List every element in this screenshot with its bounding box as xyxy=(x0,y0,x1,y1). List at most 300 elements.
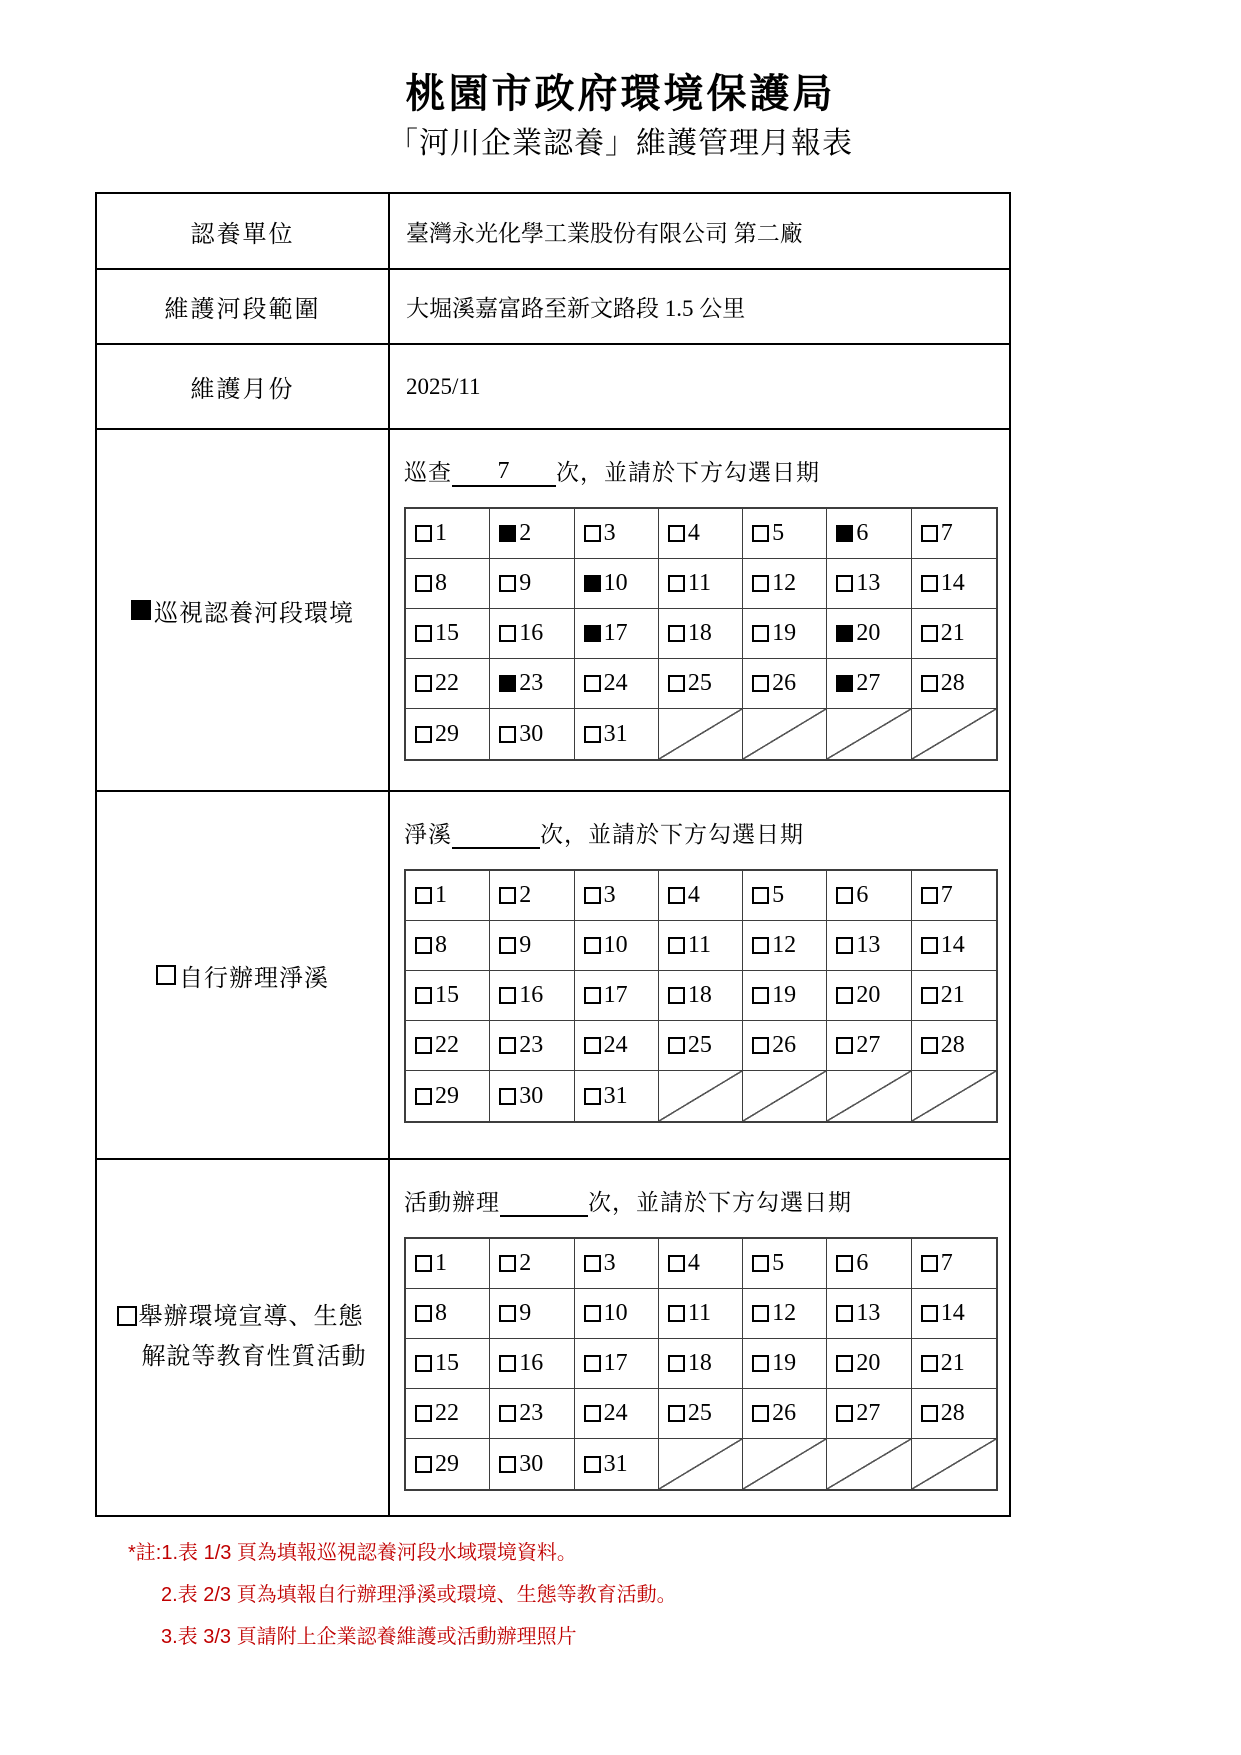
day-number: 23 xyxy=(519,670,544,696)
calendar-day-cell xyxy=(490,1389,574,1439)
day-number: 18 xyxy=(687,620,712,646)
day-checkbox[interactable] xyxy=(668,1305,685,1322)
day-number: 18 xyxy=(687,1350,712,1376)
calendar-day-cell xyxy=(743,509,827,559)
day-number: 20 xyxy=(856,982,881,1008)
day-number: 3 xyxy=(603,520,616,546)
day-number: 27 xyxy=(856,1400,881,1426)
day-number: 10 xyxy=(603,1300,628,1326)
day-checkbox[interactable] xyxy=(752,887,769,904)
day-checkbox[interactable] xyxy=(668,1405,685,1422)
day-checkbox-checked[interactable] xyxy=(584,575,601,592)
calendar-day-cell xyxy=(406,1389,490,1439)
page-subtitle: 「河川企業認養」維護管理月報表 xyxy=(388,127,853,160)
day-checkbox[interactable] xyxy=(668,937,685,954)
day-checkbox[interactable] xyxy=(752,1305,769,1322)
calendar-day-cell xyxy=(827,1021,911,1071)
calendar-day-cell xyxy=(827,971,911,1021)
calendar-day-cell xyxy=(659,1289,743,1339)
day-number: 11 xyxy=(687,570,711,596)
day-checkbox[interactable] xyxy=(415,1088,432,1105)
activity-count-field[interactable] xyxy=(500,1191,588,1217)
day-checkbox[interactable] xyxy=(836,887,853,904)
day-number: 19 xyxy=(772,982,797,1008)
day-number: 8 xyxy=(435,570,447,596)
day-number: 13 xyxy=(856,570,881,596)
day-checkbox[interactable] xyxy=(921,987,938,1004)
empty-diagonal-cell xyxy=(912,1071,996,1121)
calendar-day-cell xyxy=(743,609,827,659)
calendar-day-cell xyxy=(406,871,490,921)
cleanup-count-field[interactable] xyxy=(452,823,540,849)
calendar-day-cell xyxy=(659,971,743,1021)
day-number: 16 xyxy=(519,982,544,1008)
patrol-checkbox-checked[interactable] xyxy=(131,600,151,620)
day-checkbox[interactable] xyxy=(584,675,601,692)
day-number: 8 xyxy=(435,1300,447,1326)
day-checkbox[interactable] xyxy=(921,525,938,542)
calendar-day-cell xyxy=(912,509,996,559)
calendar-day-cell xyxy=(575,1071,659,1121)
day-number: 20 xyxy=(856,1350,881,1376)
day-number: 8 xyxy=(435,932,447,958)
calendar-day-cell xyxy=(490,1071,574,1121)
day-checkbox[interactable] xyxy=(668,675,685,692)
day-number: 22 xyxy=(435,1400,459,1426)
day-number: 22 xyxy=(435,1032,459,1058)
calendar-day-cell xyxy=(575,559,659,609)
calendar-day-cell xyxy=(406,921,490,971)
day-number: 7 xyxy=(940,520,953,546)
day-checkbox[interactable] xyxy=(499,726,516,743)
day-checkbox[interactable] xyxy=(415,1456,432,1473)
calendar-day-cell xyxy=(659,1021,743,1071)
empty-diagonal-cell xyxy=(827,1439,911,1489)
calendar-day-cell xyxy=(912,1289,996,1339)
empty-diagonal-cell xyxy=(827,709,911,759)
calendar-day-cell xyxy=(827,609,911,659)
calendar-day-cell xyxy=(912,1239,996,1289)
cleanup-count-prefix: 淨溪 xyxy=(404,822,452,847)
calendar-day-cell xyxy=(406,659,490,709)
calendar-day-cell xyxy=(406,1071,490,1121)
calendar-day-cell xyxy=(406,1239,490,1289)
calendar-day-cell xyxy=(490,659,574,709)
calendar-day-cell xyxy=(575,659,659,709)
empty-diagonal-cell xyxy=(743,1071,827,1121)
day-checkbox[interactable] xyxy=(752,575,769,592)
day-checkbox[interactable] xyxy=(499,987,516,1004)
page-title: 桃園市政府環境保護局 xyxy=(405,71,836,116)
day-checkbox[interactable] xyxy=(584,887,601,904)
day-checkbox-checked[interactable] xyxy=(499,525,516,542)
day-number: 17 xyxy=(603,1350,628,1376)
calendar-day-cell xyxy=(490,921,574,971)
day-checkbox[interactable] xyxy=(415,675,432,692)
empty-diagonal-cell xyxy=(659,1071,743,1121)
calendar-day-cell xyxy=(827,1239,911,1289)
footnote-2: 2.表 2/3 頁為填報自行辦理淨溪或環境、生態等教育活動。 xyxy=(161,1584,677,1606)
day-number: 5 xyxy=(772,882,785,908)
day-number: 24 xyxy=(603,1400,628,1426)
day-checkbox[interactable] xyxy=(584,525,601,542)
day-number: 3 xyxy=(603,1250,616,1276)
day-number: 24 xyxy=(603,670,628,696)
calendar-day-cell xyxy=(743,1389,827,1439)
day-number: 10 xyxy=(603,932,628,958)
calendar-day-cell xyxy=(743,1239,827,1289)
calendar-day-cell xyxy=(827,1389,911,1439)
day-checkbox[interactable] xyxy=(752,1355,769,1372)
day-checkbox[interactable] xyxy=(668,575,685,592)
day-number: 1 xyxy=(435,520,447,546)
calendar-day-cell xyxy=(406,1021,490,1071)
activity-calendar xyxy=(404,1237,998,1491)
footnotes xyxy=(128,1532,677,1658)
section-education-activity xyxy=(97,1160,1009,1515)
day-checkbox[interactable] xyxy=(668,1255,685,1272)
day-number: 29 xyxy=(435,720,459,747)
day-checkbox[interactable] xyxy=(921,625,938,642)
day-checkbox[interactable] xyxy=(415,1037,432,1054)
day-number: 23 xyxy=(519,1032,544,1058)
day-number: 29 xyxy=(435,1450,459,1477)
day-checkbox[interactable] xyxy=(499,1255,516,1272)
day-checkbox[interactable] xyxy=(499,937,516,954)
day-number: 9 xyxy=(519,932,532,958)
calendar-day-cell xyxy=(490,1021,574,1071)
day-checkbox[interactable] xyxy=(415,987,432,1004)
day-number: 1 xyxy=(435,1250,447,1276)
day-number: 13 xyxy=(856,932,881,958)
day-number: 28 xyxy=(940,670,965,696)
day-checkbox[interactable] xyxy=(499,575,516,592)
day-number: 30 xyxy=(519,1450,544,1477)
calendar-day-cell xyxy=(575,1021,659,1071)
day-checkbox[interactable] xyxy=(836,1037,853,1054)
day-number: 14 xyxy=(940,932,965,958)
day-checkbox[interactable] xyxy=(668,1355,685,1372)
day-checkbox[interactable] xyxy=(752,1037,769,1054)
day-checkbox[interactable] xyxy=(668,1037,685,1054)
calendar-day-cell xyxy=(827,559,911,609)
calendar-day-cell xyxy=(743,1021,827,1071)
cleanup-calendar xyxy=(404,869,998,1123)
day-checkbox[interactable] xyxy=(584,1456,601,1473)
calendar-day-cell xyxy=(827,659,911,709)
day-checkbox[interactable] xyxy=(499,625,516,642)
day-number: 16 xyxy=(519,1350,544,1376)
day-checkbox[interactable] xyxy=(415,525,432,542)
day-number: 14 xyxy=(940,1300,965,1326)
empty-diagonal-cell xyxy=(659,709,743,759)
calendar-day-cell xyxy=(575,509,659,559)
calendar-day-cell xyxy=(659,921,743,971)
section-patrol xyxy=(97,430,1009,792)
calendar-day-cell xyxy=(659,509,743,559)
day-number: 27 xyxy=(856,1032,881,1058)
day-checkbox[interactable] xyxy=(921,1037,938,1054)
empty-diagonal-cell xyxy=(827,1071,911,1121)
day-checkbox-checked[interactable] xyxy=(499,675,516,692)
day-checkbox[interactable] xyxy=(836,937,853,954)
day-number: 15 xyxy=(435,982,459,1008)
calendar-day-cell xyxy=(659,1389,743,1439)
day-checkbox[interactable] xyxy=(415,1255,432,1272)
day-checkbox[interactable] xyxy=(668,987,685,1004)
day-checkbox[interactable] xyxy=(836,987,853,1004)
day-number: 18 xyxy=(687,982,712,1008)
empty-diagonal-cell xyxy=(659,1439,743,1489)
day-checkbox[interactable] xyxy=(415,726,432,743)
empty-diagonal-cell xyxy=(912,709,996,759)
calendar-day-cell xyxy=(575,1389,659,1439)
day-number: 13 xyxy=(856,1300,881,1326)
calendar-day-cell xyxy=(827,871,911,921)
day-checkbox[interactable] xyxy=(499,887,516,904)
calendar-day-cell xyxy=(490,971,574,1021)
calendar-day-cell xyxy=(575,921,659,971)
day-number: 2 xyxy=(519,520,532,546)
day-number: 30 xyxy=(519,720,544,747)
day-checkbox[interactable] xyxy=(584,1405,601,1422)
day-checkbox[interactable] xyxy=(415,1355,432,1372)
calendar-day-cell xyxy=(659,559,743,609)
cleanup-label-text: 自行辦理淨溪 xyxy=(179,965,329,992)
day-checkbox[interactable] xyxy=(752,1405,769,1422)
cleanup-section-label xyxy=(156,958,329,993)
row-river-section xyxy=(97,270,1009,345)
day-checkbox[interactable] xyxy=(415,887,432,904)
day-number: 9 xyxy=(519,570,532,596)
calendar-day-cell xyxy=(912,971,996,1021)
calendar-day-cell xyxy=(912,659,996,709)
day-number: 17 xyxy=(603,982,628,1008)
day-checkbox[interactable] xyxy=(584,937,601,954)
day-checkbox[interactable] xyxy=(752,525,769,542)
patrol-label-text: 巡視認養河段環境 xyxy=(154,600,354,627)
day-checkbox[interactable] xyxy=(836,575,853,592)
maintenance-month-label: 維護月份 xyxy=(97,345,390,428)
footnote-1: *註:1.表 1/3 頁為填報巡視認養河段水域環境資料。 xyxy=(128,1542,577,1564)
calendar-day-cell xyxy=(743,871,827,921)
calendar-day-cell xyxy=(490,509,574,559)
day-checkbox-checked[interactable] xyxy=(836,525,853,542)
calendar-day-cell xyxy=(406,709,490,759)
day-number: 31 xyxy=(603,1082,628,1109)
patrol-count-line xyxy=(404,454,1009,487)
day-checkbox[interactable] xyxy=(921,575,938,592)
day-checkbox[interactable] xyxy=(921,1255,938,1272)
day-number: 21 xyxy=(940,1350,965,1376)
patrol-count-suffix: 次，並請於下方勾選日期 xyxy=(556,460,820,485)
day-checkbox[interactable] xyxy=(752,987,769,1004)
calendar-day-cell xyxy=(743,1339,827,1389)
calendar-day-cell xyxy=(490,1239,574,1289)
calendar-day-cell xyxy=(827,1289,911,1339)
calendar-day-cell xyxy=(575,1339,659,1389)
activity-count-prefix: 活動辦理 xyxy=(404,1190,500,1215)
calendar-day-cell xyxy=(575,709,659,759)
activity-count-suffix: 次，並請於下方勾選日期 xyxy=(588,1190,852,1215)
cleanup-count-line xyxy=(404,816,1009,849)
section-cleanup xyxy=(97,792,1009,1160)
day-number: 25 xyxy=(687,1400,712,1426)
day-number: 27 xyxy=(856,670,881,696)
calendar-day-cell xyxy=(912,559,996,609)
row-adopting-unit xyxy=(97,194,1009,270)
day-checkbox[interactable] xyxy=(921,1305,938,1322)
calendar-day-cell xyxy=(575,609,659,659)
day-checkbox[interactable] xyxy=(499,1037,516,1054)
day-number: 6 xyxy=(856,520,869,546)
river-section-label: 維護河段範圍 xyxy=(97,270,390,343)
day-number: 10 xyxy=(603,570,628,596)
calendar-day-cell xyxy=(827,921,911,971)
day-checkbox[interactable] xyxy=(921,937,938,954)
day-checkbox[interactable] xyxy=(921,1405,938,1422)
day-number: 2 xyxy=(519,1250,532,1276)
day-checkbox[interactable] xyxy=(584,1088,601,1105)
calendar-day-cell xyxy=(912,1389,996,1439)
day-number: 12 xyxy=(772,570,797,596)
day-checkbox[interactable] xyxy=(584,1255,601,1272)
day-number: 2 xyxy=(519,882,532,908)
day-number: 16 xyxy=(519,620,544,646)
day-number: 26 xyxy=(772,1400,797,1426)
day-checkbox[interactable] xyxy=(921,887,938,904)
day-checkbox-checked[interactable] xyxy=(836,675,853,692)
activity-checkbox[interactable] xyxy=(117,1306,137,1326)
calendar-day-cell xyxy=(912,609,996,659)
day-number: 31 xyxy=(603,720,628,747)
empty-diagonal-cell xyxy=(912,1439,996,1489)
day-checkbox[interactable] xyxy=(584,987,601,1004)
day-checkbox[interactable] xyxy=(499,1355,516,1372)
day-number: 15 xyxy=(435,620,459,646)
day-checkbox[interactable] xyxy=(499,1456,516,1473)
day-number: 17 xyxy=(603,620,628,646)
day-number: 24 xyxy=(603,1032,628,1058)
day-number: 21 xyxy=(940,982,965,1008)
day-number: 11 xyxy=(687,932,711,958)
calendar-day-cell xyxy=(659,1339,743,1389)
calendar-day-cell xyxy=(406,1339,490,1389)
day-number: 5 xyxy=(772,1250,785,1276)
calendar-day-cell xyxy=(912,1339,996,1389)
calendar-day-cell xyxy=(743,921,827,971)
day-checkbox[interactable] xyxy=(921,675,938,692)
calendar-day-cell xyxy=(575,871,659,921)
day-number: 3 xyxy=(603,882,616,908)
calendar-day-cell xyxy=(912,1021,996,1071)
patrol-calendar xyxy=(404,507,998,761)
day-checkbox[interactable] xyxy=(668,525,685,542)
day-checkbox[interactable] xyxy=(836,1255,853,1272)
cleanup-checkbox[interactable] xyxy=(156,965,176,985)
day-checkbox[interactable] xyxy=(415,575,432,592)
calendar-day-cell xyxy=(490,709,574,759)
day-checkbox[interactable] xyxy=(921,1355,938,1372)
calendar-day-cell xyxy=(575,1239,659,1289)
calendar-day-cell xyxy=(406,509,490,559)
day-checkbox-checked[interactable] xyxy=(584,625,601,642)
calendar-day-cell xyxy=(575,1439,659,1489)
day-checkbox[interactable] xyxy=(584,726,601,743)
report-table xyxy=(95,192,1011,1517)
day-number: 28 xyxy=(940,1400,965,1426)
calendar-day-cell xyxy=(912,871,996,921)
calendar-day-cell xyxy=(659,659,743,709)
patrol-count-field[interactable]: 7 xyxy=(452,458,556,487)
calendar-day-cell xyxy=(575,971,659,1021)
day-checkbox[interactable] xyxy=(584,1305,601,1322)
day-checkbox[interactable] xyxy=(584,1355,601,1372)
day-checkbox[interactable] xyxy=(415,1305,432,1322)
calendar-day-cell xyxy=(406,1289,490,1339)
empty-diagonal-cell xyxy=(743,709,827,759)
calendar-day-cell xyxy=(490,1339,574,1389)
calendar-day-cell xyxy=(743,659,827,709)
day-checkbox[interactable] xyxy=(836,1355,853,1372)
adopting-unit-label: 認養單位 xyxy=(97,194,390,268)
row-maintenance-month xyxy=(97,345,1009,430)
day-number: 22 xyxy=(435,670,459,696)
patrol-section-label xyxy=(131,593,354,628)
day-checkbox[interactable] xyxy=(415,1405,432,1422)
day-number: 4 xyxy=(687,882,700,908)
day-number: 28 xyxy=(940,1032,965,1058)
day-checkbox[interactable] xyxy=(499,1305,516,1322)
day-checkbox[interactable] xyxy=(752,625,769,642)
cleanup-count-suffix: 次，並請於下方勾選日期 xyxy=(540,822,804,847)
calendar-day-cell xyxy=(827,1339,911,1389)
day-checkbox[interactable] xyxy=(752,1255,769,1272)
day-number: 12 xyxy=(772,1300,797,1326)
day-checkbox[interactable] xyxy=(752,937,769,954)
day-checkbox[interactable] xyxy=(499,1088,516,1105)
day-number: 12 xyxy=(772,932,797,958)
day-checkbox[interactable] xyxy=(499,1405,516,1422)
day-number: 4 xyxy=(687,520,700,546)
day-checkbox[interactable] xyxy=(752,675,769,692)
day-checkbox[interactable] xyxy=(584,1037,601,1054)
day-checkbox[interactable] xyxy=(836,1305,853,1322)
day-checkbox[interactable] xyxy=(836,1405,853,1422)
empty-diagonal-cell xyxy=(743,1439,827,1489)
patrol-count-prefix: 巡查 xyxy=(404,460,452,485)
day-number: 19 xyxy=(772,1350,797,1376)
calendar-day-cell xyxy=(490,609,574,659)
day-checkbox-checked[interactable] xyxy=(836,625,853,642)
calendar-day-cell xyxy=(743,1289,827,1339)
calendar-day-cell xyxy=(659,871,743,921)
calendar-day-cell xyxy=(406,971,490,1021)
day-number: 1 xyxy=(435,882,447,908)
day-checkbox[interactable] xyxy=(415,937,432,954)
calendar-day-cell xyxy=(575,1289,659,1339)
calendar-day-cell xyxy=(743,971,827,1021)
day-checkbox[interactable] xyxy=(668,887,685,904)
day-number: 6 xyxy=(856,1250,869,1276)
calendar-day-cell xyxy=(406,559,490,609)
activity-label-text: 舉辦環境宣導、生態解說等教育性質活動 xyxy=(138,1303,367,1370)
day-number: 14 xyxy=(940,570,965,596)
day-number: 7 xyxy=(940,1250,953,1276)
day-checkbox[interactable] xyxy=(415,625,432,642)
calendar-day-cell xyxy=(490,871,574,921)
day-checkbox[interactable] xyxy=(668,625,685,642)
